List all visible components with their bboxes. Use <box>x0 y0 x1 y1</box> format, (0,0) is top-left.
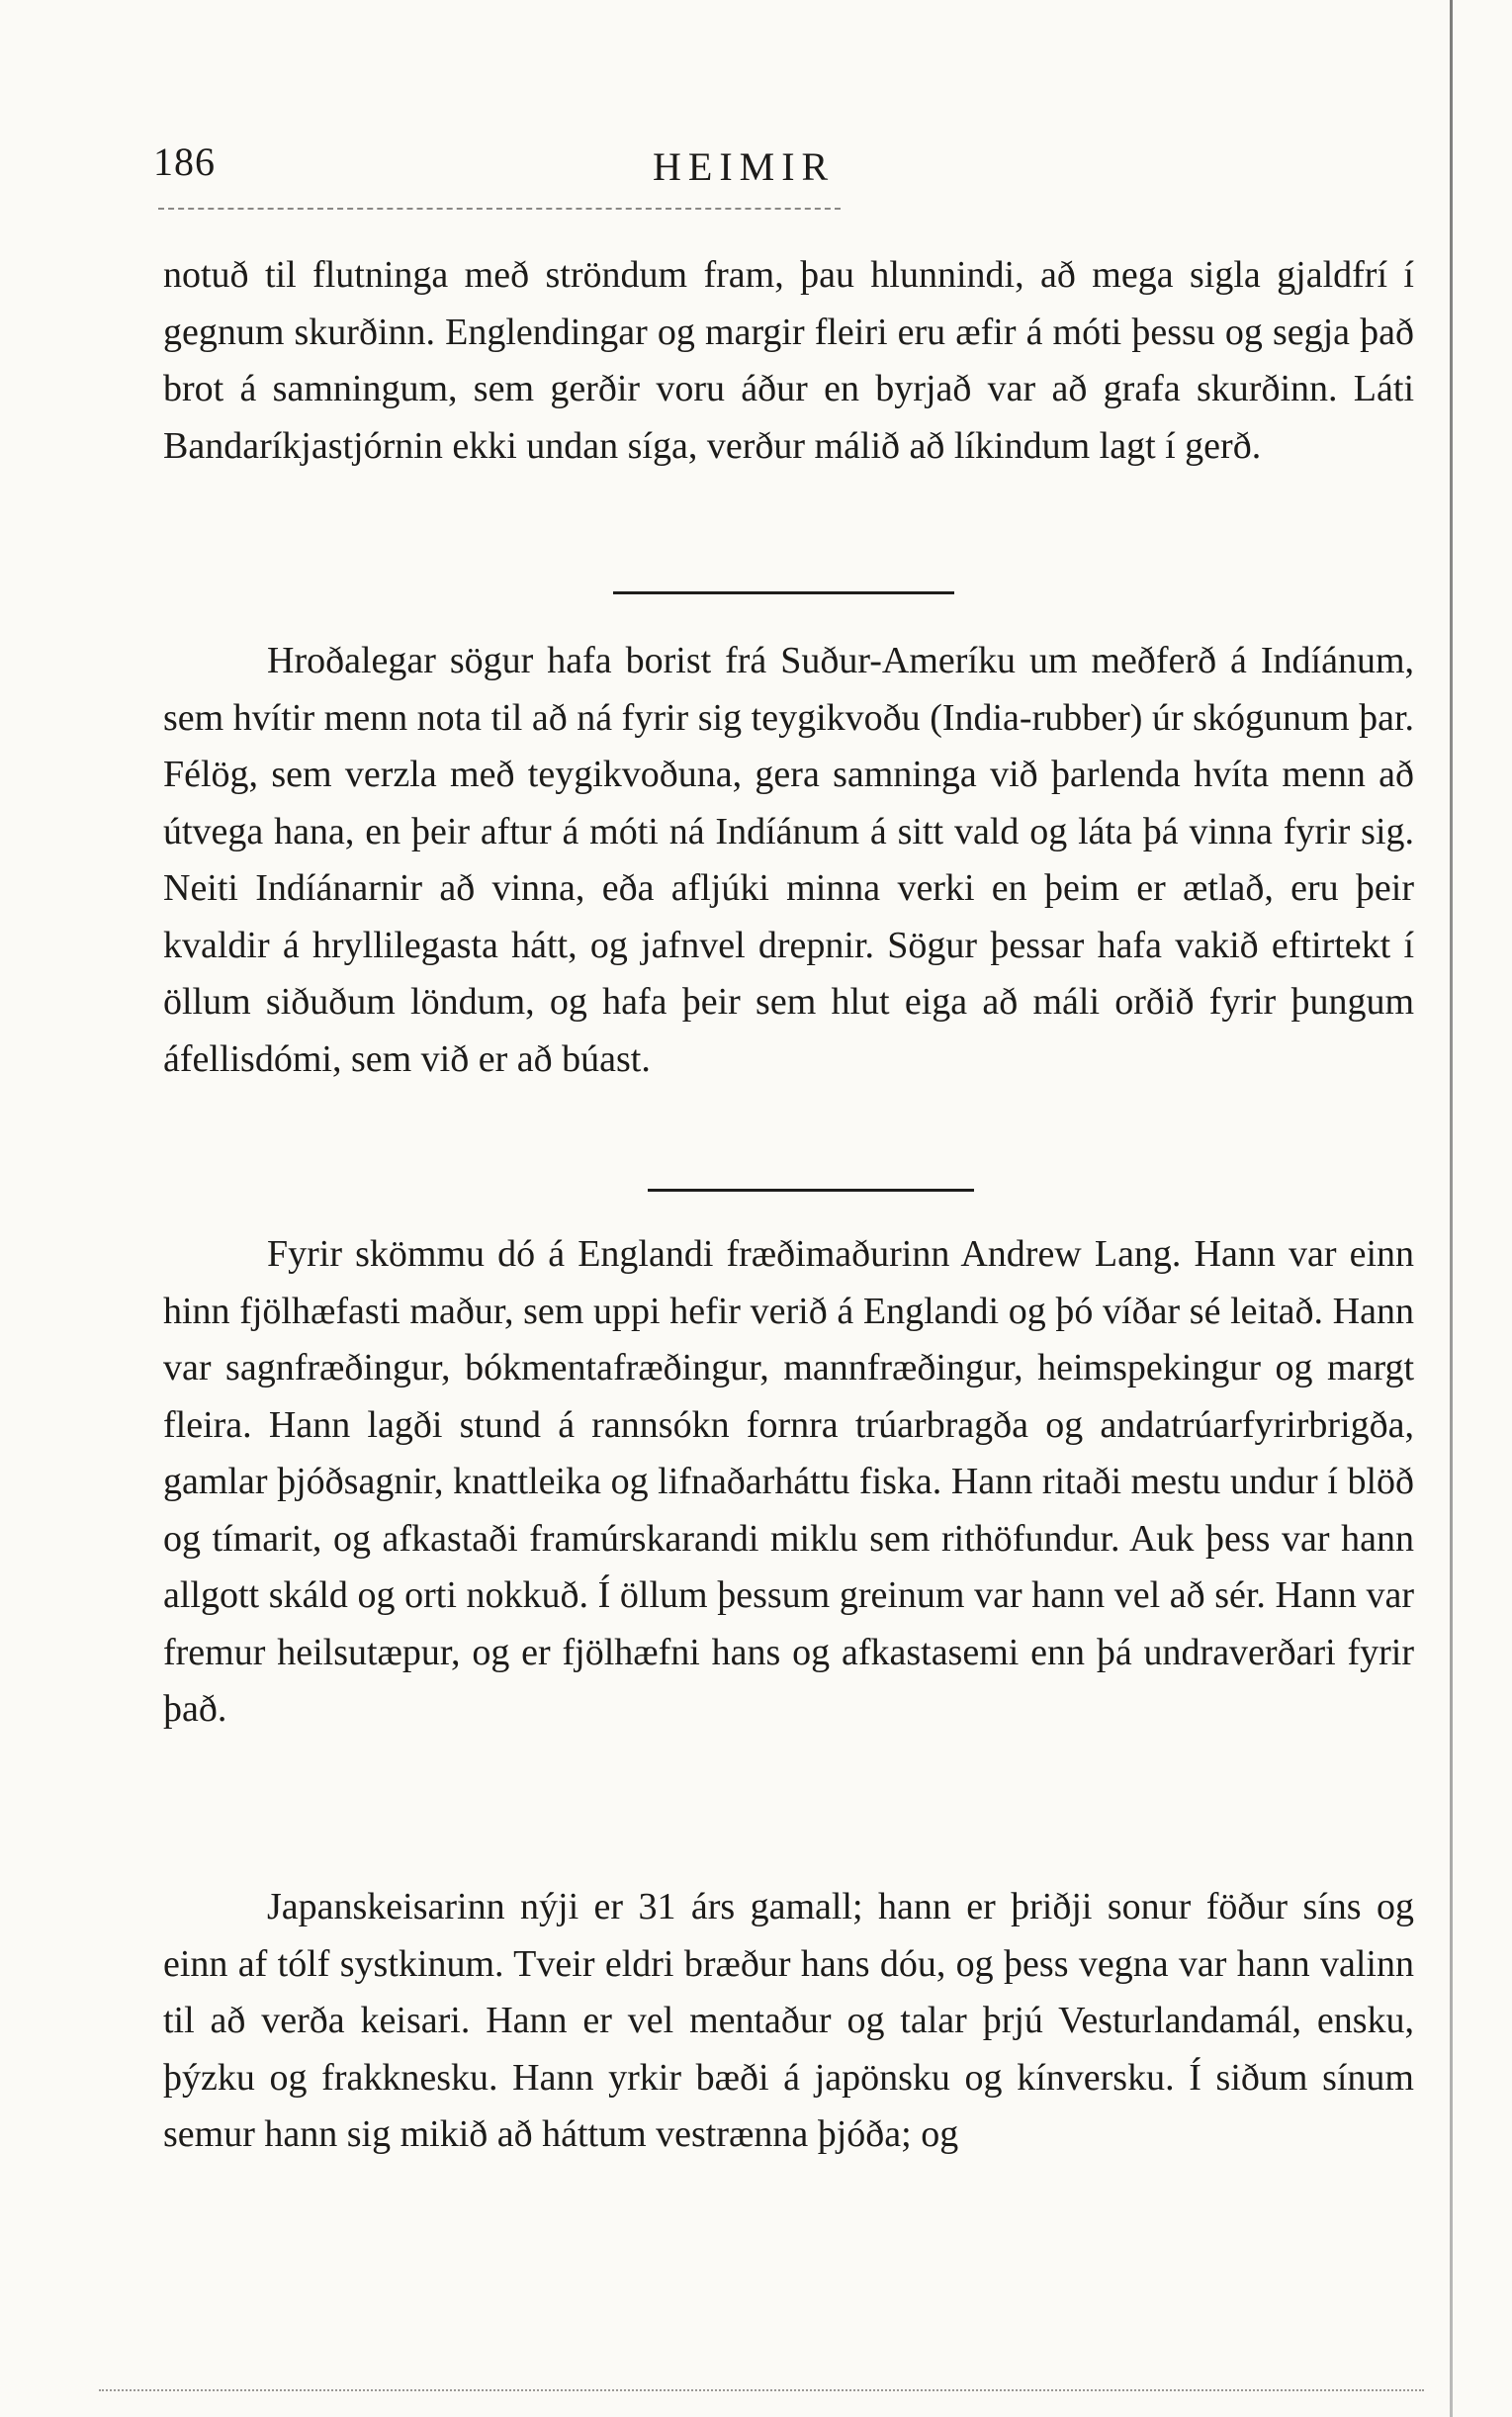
bottom-scan-line <box>99 2389 1424 2391</box>
running-head-title: HEIMIR <box>653 144 836 189</box>
section-separator <box>613 591 954 594</box>
paragraph-japanese-emperor: Japanskeisarinn nýji er 31 árs gamall; hann er þriðji sonur föður síns og einn af tólf systkinum. Tveir eldri bræður hans dóu, og þess vegna var hann valinn til að verða keisari. Hann er vel mentaður og talar þrjú Vesturlandamál, ensku, þýzku og frakknesku. Hann yrkir bæði á japönsku og kínversku. Í siðum sínum semur hann sig mikið að háttum vestrænna þjóða; og <box>163 1886 1414 2155</box>
paragraph-india-rubber: Hroðalegar sögur hafa borist frá Suður-Ameríku um meðferð á Indíánum, sem hvítir menn nota til að ná fyrir sig teygikvoðu (India-rubber) úr skógunum þar. Félög, sem verzla með teygikvoðuna, gera samninga við þarlenda hvíta menn að útvega hana, en þeir aftur á móti ná Indíánum á sitt vald og láta þá vinna fyrir sig. Neiti Indíánarnir að vinna, eða afljúki minna verki en þeim er ætlað, eru þeir kvaldir á hryllilegasta hátt, og jafnvel drepnir. Sögur þessar hafa vakið eftirtekt í öllum siðuðum löndum, og hafa þeir sem hlut eiga að máli orðið fyrir þungum áfellisdómi, sem við er að búast. <box>163 640 1414 1080</box>
section-separator <box>648 1189 974 1192</box>
header-rule <box>158 208 841 210</box>
paragraph-andrew-lang: Fyrir skömmu dó á Englandi fræðimaðurinn Andrew Lang. Hann var einn hinn fjölhæfasti maður, sem uppi hefir verið á Englandi og þó víðar sé leitað. Hann var sagnfræðingur, bókmentafræðingur, mannfræðingur, heimspekingur og margt fleira. Hann lagði stund á rannsókn fornra trúarbragða og andatrúarfyrirbrigða, gamlar þjóðsagnir, knattleika og lifnaðarháttu fiska. Hann ritaði mestu undur í blöð og tímarit, og afkastaði framúrskarandi miklu sem rithöfundur. Auk þess var hann allgott skáld og orti nokkuð. Í öllum þessum greinum var hann vel að sér. Hann var fremur heilsutæpur, og er fjölhæfni hans og afkastasemi enn þá undraverðari fyrir það. <box>163 1233 1414 1730</box>
page-edge-shadow <box>1450 0 1453 2417</box>
page-number: 186 <box>153 139 216 184</box>
paragraph-canal: notuð til flutninga með ströndum fram, þau hlunnindi, að mega sigla gjaldfrí í gegnum skurðinn. Englendingar og margir fleiri eru æfir á móti þessu og segja það brot á samningum, sem gerðir voru áður en byrjað var að grafa skurðinn. Láti Bandaríkjastjórnin ekki undan síga, verður málið að líkindum lagt í gerð. <box>163 254 1414 467</box>
